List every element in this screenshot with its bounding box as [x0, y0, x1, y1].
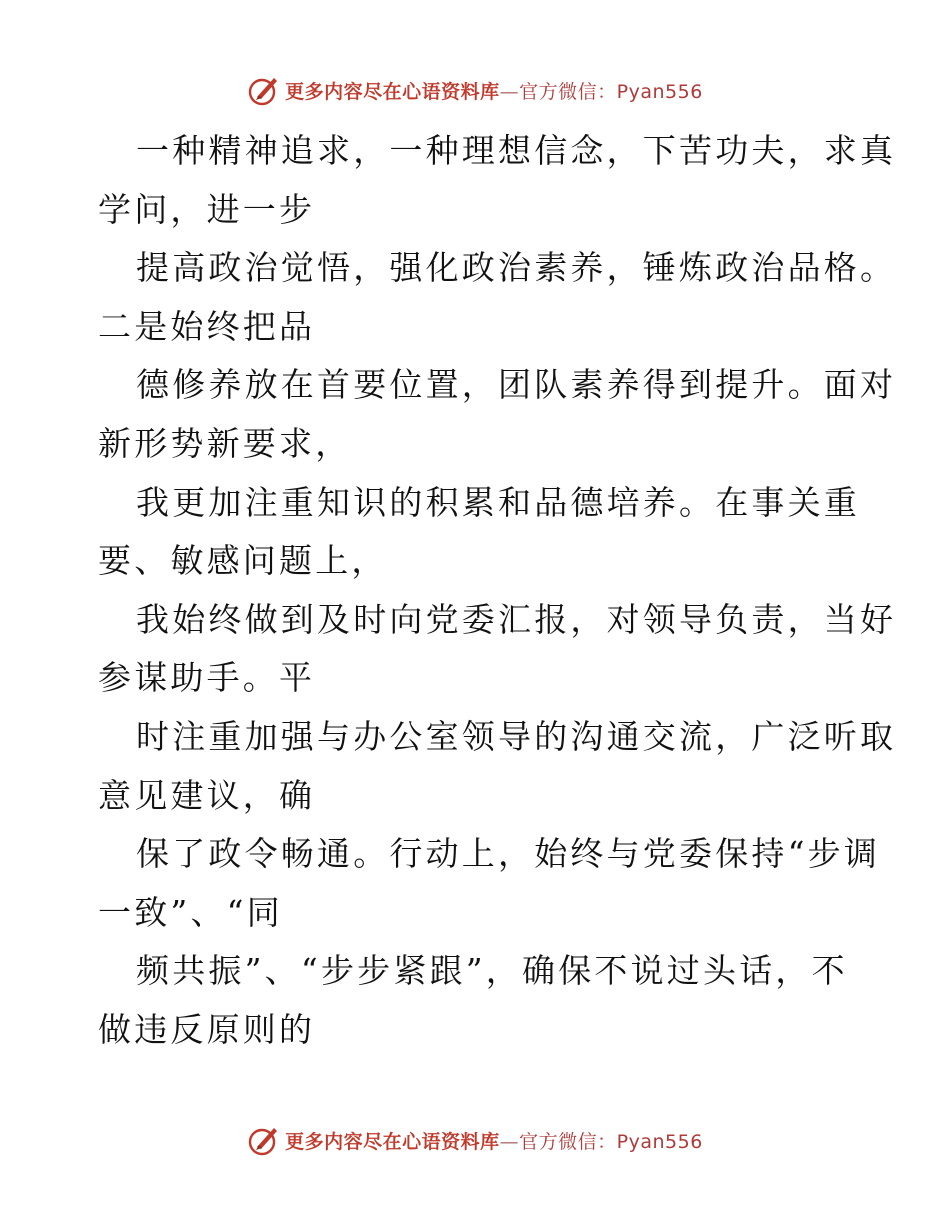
header-banner-text: [285, 77, 703, 104]
text-line: 意见建议，确: [98, 775, 316, 815]
footer-banner-text: [285, 1127, 703, 1154]
text-line: 我更加注重知识的积累和品德培养。在事关重: [136, 482, 860, 522]
text-line: 要、敏感问题上，: [98, 541, 388, 581]
text-line: 提高政治觉悟，强化政治素养，锤炼政治品格。: [136, 248, 897, 288]
text-line: 做违反原则的: [98, 1009, 316, 1049]
header-banner: [0, 70, 950, 110]
banner-dash: —: [499, 80, 520, 103]
banner-tail: 官方微信：Pyan556: [519, 80, 703, 103]
text-line: 二是始终把品: [98, 306, 316, 346]
text-line: 一种精神追求，一种理想信念，下苦功夫，求真: [136, 131, 897, 170]
quill-circle-logo-icon: [247, 73, 281, 107]
quill-circle-logo-icon: [247, 1123, 281, 1157]
document-body: [98, 122, 897, 1060]
text-line: 频共振”、“步步紧跟”，确保不说过头话，不: [136, 951, 848, 991]
banner-lead: 更多内容尽在心语资料库: [285, 1130, 500, 1153]
text-line: 时注重加强与办公室领导的沟通交流，广泛听取: [136, 716, 897, 756]
footer-banner: [0, 1120, 950, 1160]
banner-dash: —: [499, 1130, 520, 1153]
text-line: 保了政令畅通。行动上，始终与党委保持“步调: [136, 834, 881, 874]
text-line: 我始终做到及时向党委汇报，对领导负责，当好: [136, 599, 897, 639]
banner-tail: 官方微信：Pyan556: [519, 1130, 703, 1153]
text-line: 一致”、“同: [98, 892, 283, 932]
text-line: 新形势新要求，: [98, 423, 352, 463]
banner-lead: 更多内容尽在心语资料库: [285, 80, 500, 103]
text-line: 参谋助手。平: [98, 658, 316, 698]
text-line: 学问，进一步: [98, 189, 316, 229]
text-line: 德修养放在首要位置，团队素养得到提升。面对: [136, 365, 897, 405]
